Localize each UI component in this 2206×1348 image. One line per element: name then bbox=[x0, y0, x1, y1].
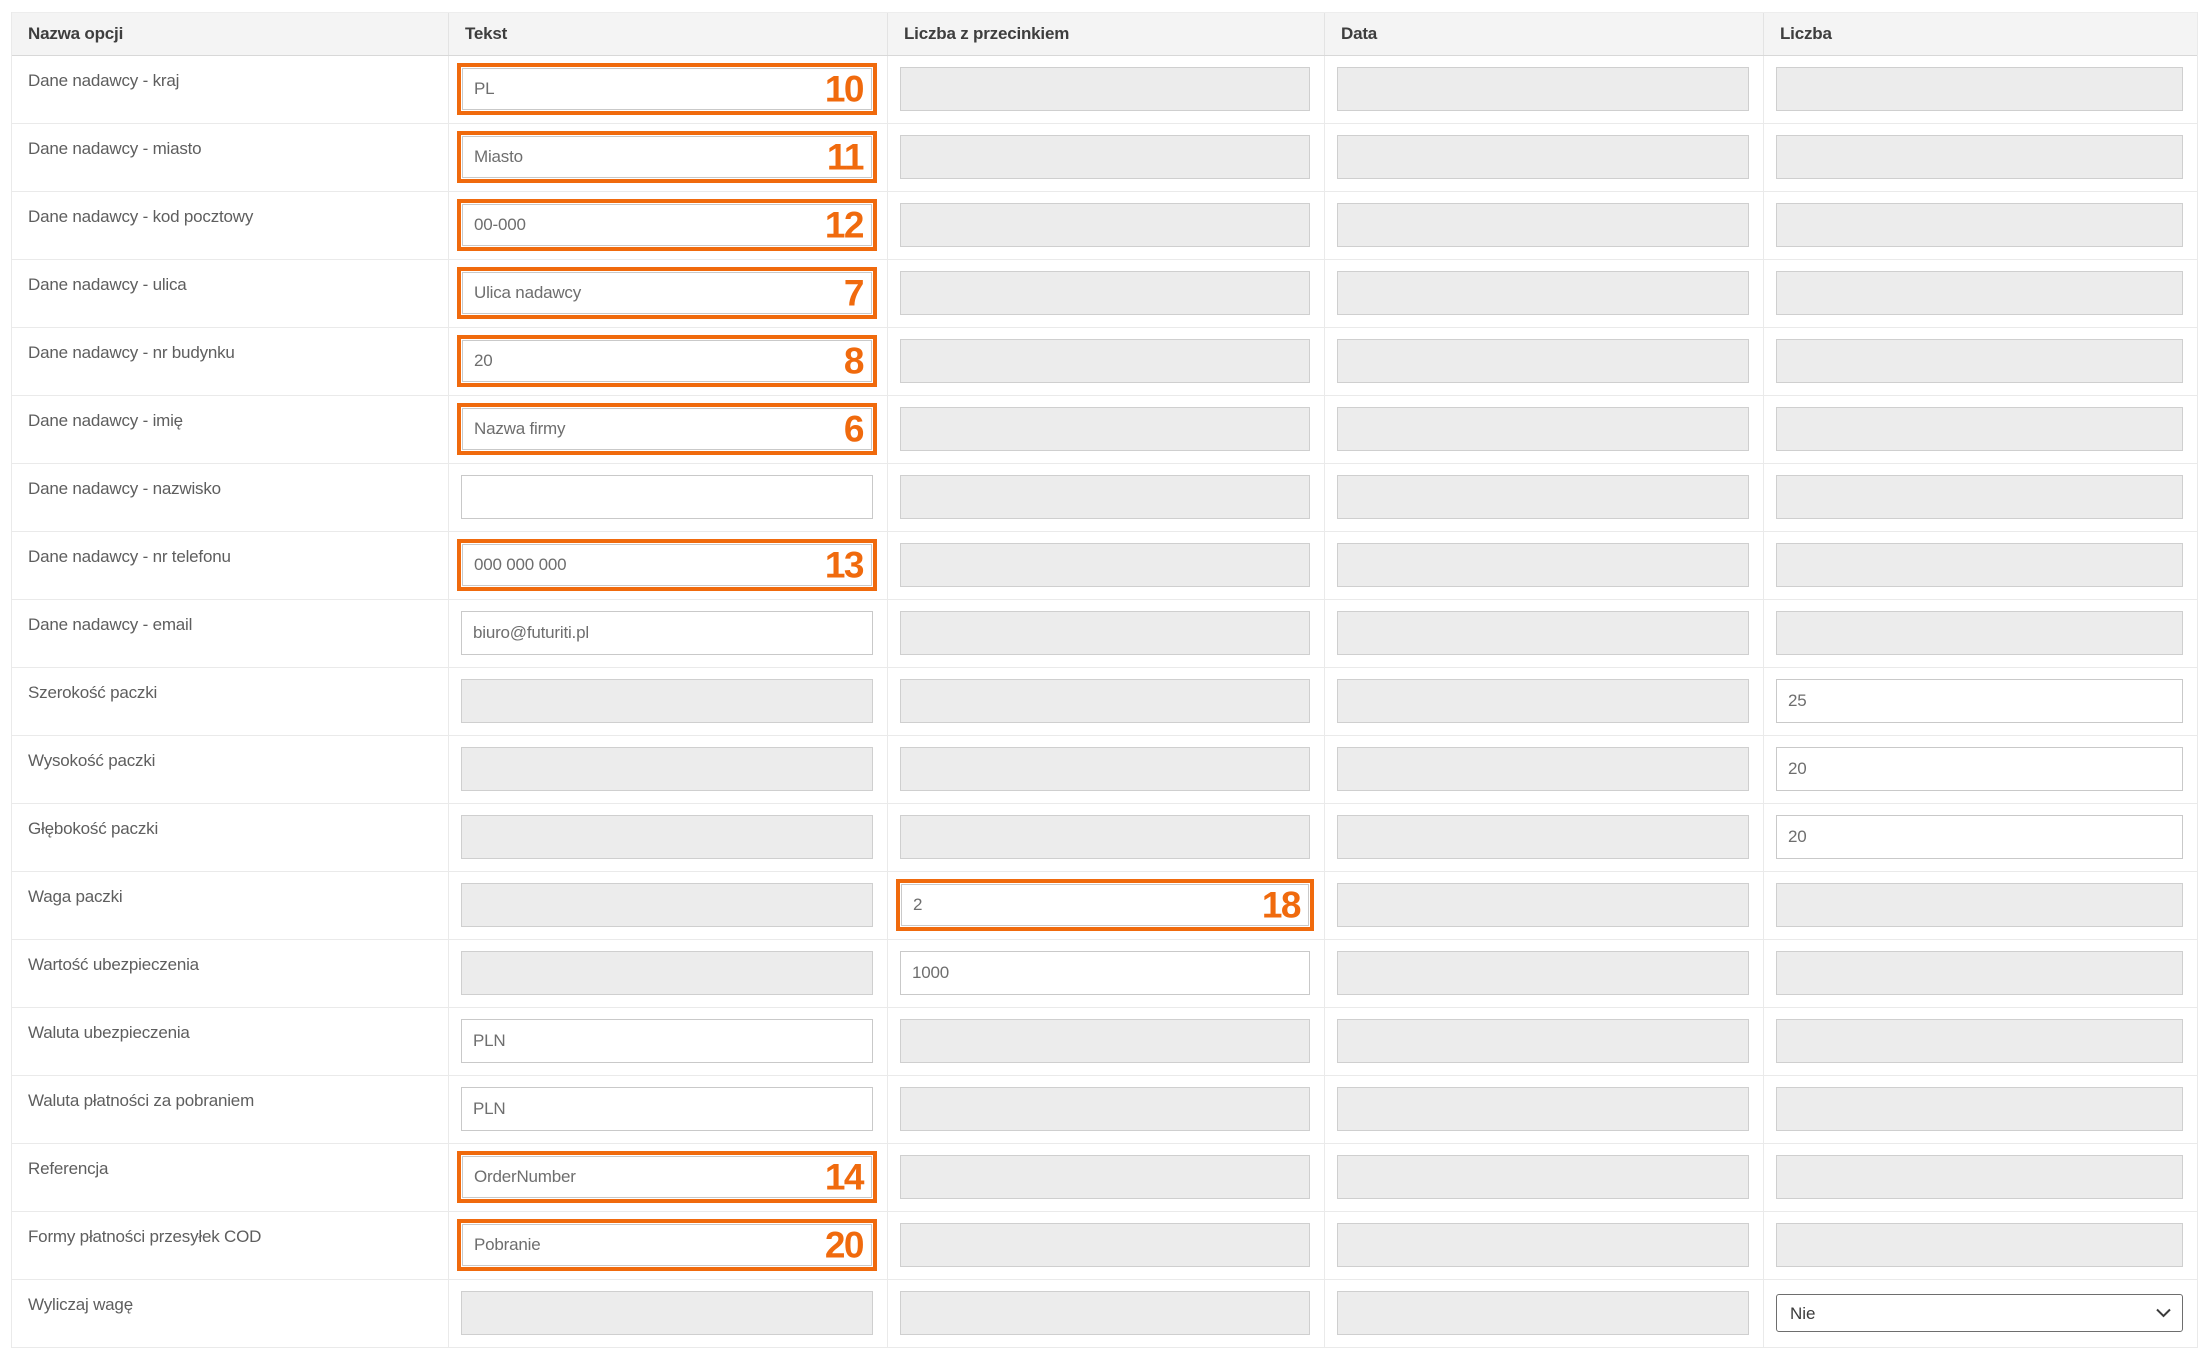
highlight-badge-number: 10 bbox=[824, 68, 863, 110]
table-row bbox=[12, 940, 2197, 1008]
disabled-input bbox=[1337, 203, 1749, 247]
calculate-weight-select[interactable] bbox=[1776, 1294, 2183, 1332]
disabled-input bbox=[900, 203, 1310, 247]
disabled-input bbox=[1776, 475, 2183, 519]
disabled-input bbox=[1337, 1291, 1749, 1335]
disabled-input bbox=[1337, 339, 1749, 383]
disabled-input bbox=[1337, 67, 1749, 111]
option-label: Dane nadawcy - email bbox=[28, 615, 193, 634]
option-label: Dane nadawcy - imię bbox=[28, 411, 183, 430]
table-row bbox=[12, 600, 2197, 668]
highlight-box bbox=[457, 403, 877, 455]
disabled-input bbox=[900, 1087, 1310, 1131]
insurance-currency-input[interactable] bbox=[461, 1019, 873, 1063]
table-row bbox=[12, 532, 2197, 600]
highlight-badge-number: 7 bbox=[843, 272, 863, 314]
disabled-input bbox=[1337, 1223, 1749, 1267]
disabled-input bbox=[461, 747, 873, 791]
highlight-box bbox=[457, 131, 877, 183]
option-label: Formy płatności przesyłek COD bbox=[28, 1227, 262, 1246]
select-wrapper bbox=[1776, 1294, 2183, 1332]
option-label: Dane nadawcy - miasto bbox=[28, 139, 202, 158]
disabled-input bbox=[900, 747, 1310, 791]
option-label: Dane nadawcy - nazwisko bbox=[28, 479, 221, 498]
highlight-box bbox=[896, 879, 1314, 931]
highlight-badge-number: 20 bbox=[824, 1224, 863, 1266]
highlight-badge-number: 14 bbox=[824, 1156, 863, 1198]
disabled-input bbox=[900, 1223, 1310, 1267]
highlight-badge-number: 8 bbox=[843, 340, 863, 382]
disabled-input bbox=[1776, 1019, 2183, 1063]
table-body bbox=[12, 56, 2197, 1347]
highlight-badge-number: 13 bbox=[824, 544, 863, 586]
sender-country-input[interactable] bbox=[462, 68, 872, 110]
insurance-value-input[interactable] bbox=[900, 951, 1310, 995]
parcel-depth-input[interactable] bbox=[1776, 815, 2183, 859]
disabled-input bbox=[1337, 815, 1749, 859]
disabled-input bbox=[900, 1291, 1310, 1335]
highlight-box bbox=[457, 1219, 877, 1271]
sender-street-input[interactable] bbox=[462, 272, 872, 314]
disabled-input bbox=[1337, 271, 1749, 315]
disabled-input bbox=[900, 67, 1310, 111]
disabled-input bbox=[1337, 747, 1749, 791]
disabled-input bbox=[1337, 407, 1749, 451]
disabled-input bbox=[461, 951, 873, 995]
disabled-input bbox=[900, 135, 1310, 179]
table-row bbox=[12, 260, 2197, 328]
column-header-decimal: Liczba z przecinkiem bbox=[888, 13, 1325, 55]
option-label: Dane nadawcy - kod pocztowy bbox=[28, 207, 254, 226]
disabled-input bbox=[1776, 67, 2183, 111]
disabled-input bbox=[1776, 1223, 2183, 1267]
disabled-input bbox=[1337, 1087, 1749, 1131]
table-row bbox=[12, 736, 2197, 804]
disabled-input bbox=[1776, 543, 2183, 587]
parcel-width-input[interactable] bbox=[1776, 679, 2183, 723]
disabled-input bbox=[1776, 951, 2183, 995]
table-row bbox=[12, 1144, 2197, 1212]
disabled-input bbox=[1337, 883, 1749, 927]
option-label: Szerokość paczki bbox=[28, 683, 158, 702]
option-label: Waluta płatności za pobraniem bbox=[28, 1091, 255, 1110]
table-row bbox=[12, 124, 2197, 192]
highlight-box bbox=[457, 1151, 877, 1203]
disabled-input bbox=[1776, 1087, 2183, 1131]
sender-city-input[interactable] bbox=[462, 136, 872, 178]
disabled-input bbox=[900, 475, 1310, 519]
disabled-input bbox=[900, 339, 1310, 383]
option-label: Referencja bbox=[28, 1159, 109, 1178]
option-label: Dane nadawcy - ulica bbox=[28, 275, 187, 294]
disabled-input bbox=[900, 407, 1310, 451]
column-header-number: Liczba bbox=[1780, 24, 1832, 43]
disabled-input bbox=[1337, 543, 1749, 587]
option-label: Dane nadawcy - nr telefonu bbox=[28, 547, 231, 566]
option-label: Dane nadawcy - nr budynku bbox=[28, 343, 235, 362]
disabled-input bbox=[900, 271, 1310, 315]
disabled-input bbox=[900, 611, 1310, 655]
table-row bbox=[12, 804, 2197, 872]
parcel-height-input[interactable] bbox=[1776, 747, 2183, 791]
disabled-input bbox=[461, 1291, 873, 1335]
disabled-input bbox=[1337, 1019, 1749, 1063]
option-label: Wyliczaj wagę bbox=[28, 1295, 133, 1314]
table-header bbox=[12, 12, 2197, 56]
disabled-input bbox=[900, 543, 1310, 587]
parcel-weight-input[interactable] bbox=[901, 884, 1309, 926]
table-row bbox=[12, 872, 2197, 940]
table-row bbox=[12, 396, 2197, 464]
option-label: Waga paczki bbox=[28, 887, 123, 906]
sender-postcode-input[interactable] bbox=[462, 204, 872, 246]
sender-building-number-input[interactable] bbox=[462, 340, 872, 382]
disabled-input bbox=[1337, 951, 1749, 995]
disabled-input bbox=[461, 679, 873, 723]
highlight-badge-number: 12 bbox=[824, 204, 863, 246]
sender-first-name-input[interactable] bbox=[462, 408, 872, 450]
table-row bbox=[12, 192, 2197, 260]
disabled-input bbox=[1776, 271, 2183, 315]
disabled-input bbox=[1776, 611, 2183, 655]
disabled-input bbox=[1337, 475, 1749, 519]
table-row bbox=[12, 1008, 2197, 1076]
disabled-input bbox=[1776, 407, 2183, 451]
table-row bbox=[12, 1280, 2197, 1347]
disabled-input bbox=[900, 815, 1310, 859]
highlight-badge-number: 18 bbox=[1261, 884, 1300, 926]
disabled-input bbox=[461, 883, 873, 927]
table-row bbox=[12, 464, 2197, 532]
disabled-input bbox=[1337, 1155, 1749, 1199]
highlight-box bbox=[457, 199, 877, 251]
disabled-input bbox=[1776, 883, 2183, 927]
disabled-input bbox=[1776, 1155, 2183, 1199]
disabled-input bbox=[1776, 339, 2183, 383]
table-row bbox=[12, 668, 2197, 736]
disabled-input bbox=[1337, 611, 1749, 655]
option-label: Wartość ubezpieczenia bbox=[28, 955, 199, 974]
sender-last-name-input[interactable] bbox=[461, 475, 873, 519]
sender-email-input[interactable] bbox=[461, 611, 873, 655]
highlight-box bbox=[457, 539, 877, 591]
highlight-box bbox=[457, 267, 877, 319]
highlight-badge-number: 11 bbox=[826, 136, 863, 178]
disabled-input bbox=[1337, 679, 1749, 723]
cod-currency-input[interactable] bbox=[461, 1087, 873, 1131]
option-label: Waluta ubezpieczenia bbox=[28, 1023, 190, 1042]
disabled-input bbox=[461, 815, 873, 859]
table-row bbox=[12, 56, 2197, 124]
disabled-input bbox=[1776, 135, 2183, 179]
highlight-badge-number: 6 bbox=[843, 408, 863, 450]
column-header-date: Data bbox=[1325, 13, 1764, 55]
option-label: Wysokość paczki bbox=[28, 751, 156, 770]
table-row bbox=[12, 328, 2197, 396]
column-header-option-name: Nazwa opcji bbox=[12, 13, 449, 55]
option-label: Głębokość paczki bbox=[28, 819, 159, 838]
highlight-box bbox=[457, 63, 877, 115]
cod-payment-form-input[interactable] bbox=[462, 1224, 872, 1266]
table-row bbox=[12, 1076, 2197, 1144]
disabled-input bbox=[900, 1155, 1310, 1199]
disabled-input bbox=[900, 1019, 1310, 1063]
table-row bbox=[12, 1212, 2197, 1280]
options-table bbox=[11, 12, 2198, 1348]
disabled-input bbox=[1337, 135, 1749, 179]
sender-phone-input[interactable] bbox=[462, 544, 872, 586]
disabled-input bbox=[1776, 203, 2183, 247]
highlight-box bbox=[457, 335, 877, 387]
reference-input[interactable] bbox=[462, 1156, 872, 1198]
column-header-text: Tekst bbox=[449, 13, 888, 55]
disabled-input bbox=[900, 679, 1310, 723]
option-label: Dane nadawcy - kraj bbox=[28, 71, 180, 90]
